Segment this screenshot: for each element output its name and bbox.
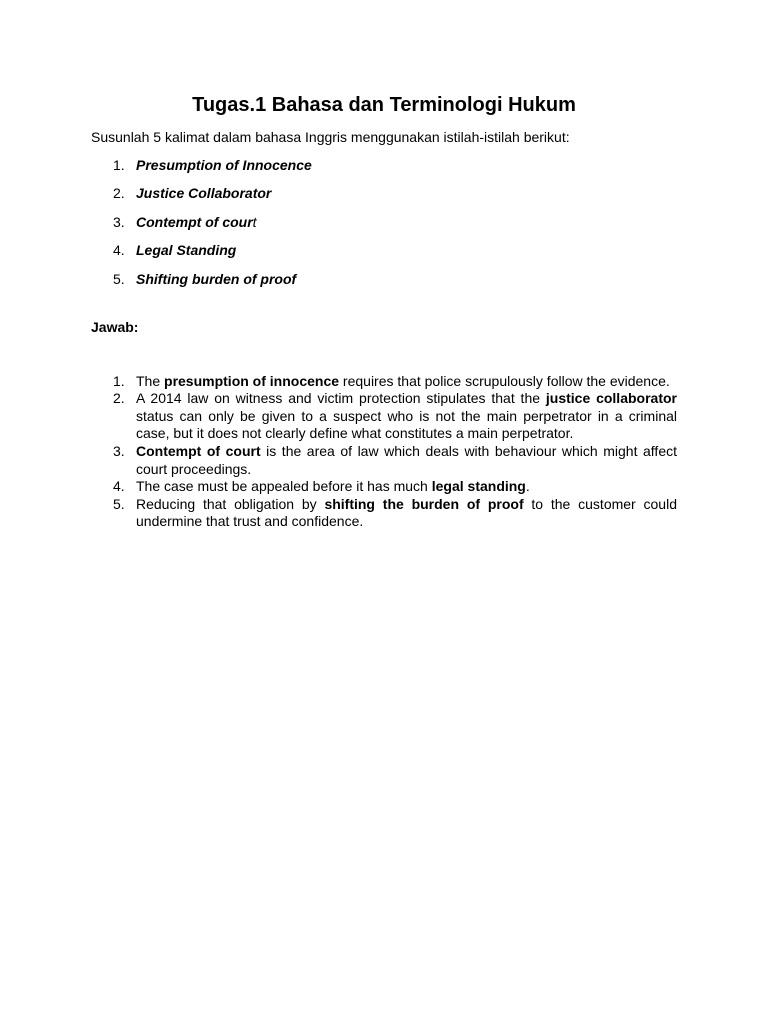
answer-text — [136, 478, 677, 496]
term-number: 4. — [113, 242, 125, 259]
document-title: Tugas.1 Bahasa dan Terminologi Hukum — [192, 94, 576, 116]
term-text: Contempt of cour — [136, 213, 253, 230]
answer-text-pre: The — [136, 372, 165, 389]
answers-list — [91, 373, 677, 531]
term-item — [91, 184, 677, 202]
term-text: Presumption of Innocence — [136, 157, 312, 173]
term-number: 2. — [113, 185, 125, 202]
answer-term-bold: justice collaborator — [545, 390, 677, 407]
term-number: 1. — [113, 157, 125, 173]
answer-number: 3. — [113, 442, 125, 459]
answer-text — [136, 443, 677, 478]
answer-text-post: . — [525, 478, 530, 495]
term-text: Justice Collaborator — [136, 185, 272, 202]
answer-text-pre: Reducing that obligation by — [136, 495, 325, 512]
answer-item — [91, 390, 677, 443]
answer-text — [136, 390, 677, 443]
term-item — [91, 156, 677, 174]
answer-text-pre: The case must be appealed before it has much — [136, 478, 432, 495]
answer-text-post: status can only be given to a suspect who is not the main perpetrator in a criminal case, but it does not clearly define what constitutes a main perpetrator. — [136, 407, 677, 442]
answer-text-post: requires that police scrupulously follow the evidence. — [339, 372, 670, 389]
answer-number: 1. — [113, 372, 125, 389]
term-number: 3. — [113, 213, 125, 230]
term-item — [91, 241, 677, 259]
term-item — [91, 270, 677, 288]
term-number: 5. — [113, 270, 125, 287]
answer-item — [91, 496, 677, 531]
answer-heading: Jawab: — [91, 318, 139, 335]
answer-item — [91, 373, 677, 391]
instruction-text: Susunlah 5 kalimat dalam bahasa Inggris menggunakan istilah-istilah berikut: — [91, 129, 570, 145]
answer-term-bold: legal standing — [431, 478, 526, 495]
answer-item — [91, 443, 677, 478]
answer-term-bold: presumption of innocence — [164, 372, 340, 389]
answer-number: 4. — [113, 478, 125, 495]
answer-number: 2. — [113, 390, 125, 407]
term-item — [91, 213, 677, 231]
answer-number: 5. — [113, 495, 125, 512]
term-text-tail: t — [252, 213, 257, 230]
answer-term-bold: Contempt of court — [136, 442, 261, 459]
answer-text-post: to the customer could undermine that trust and confidence. — [136, 495, 677, 530]
term-text: Shifting burden of proof — [136, 270, 297, 287]
answer-term-bold: shifting the burden of proof — [324, 495, 524, 512]
answer-text — [136, 496, 677, 531]
terms-list — [91, 156, 677, 288]
answer-text-post: is the area of law which deals with behaviour which might affect court proceedings. — [136, 442, 677, 477]
answer-text-pre: A 2014 law on witness and victim protection stipulates that the — [136, 390, 546, 407]
term-text: Legal Standing — [136, 242, 237, 259]
answer-text — [136, 373, 677, 391]
answer-item — [91, 478, 677, 496]
